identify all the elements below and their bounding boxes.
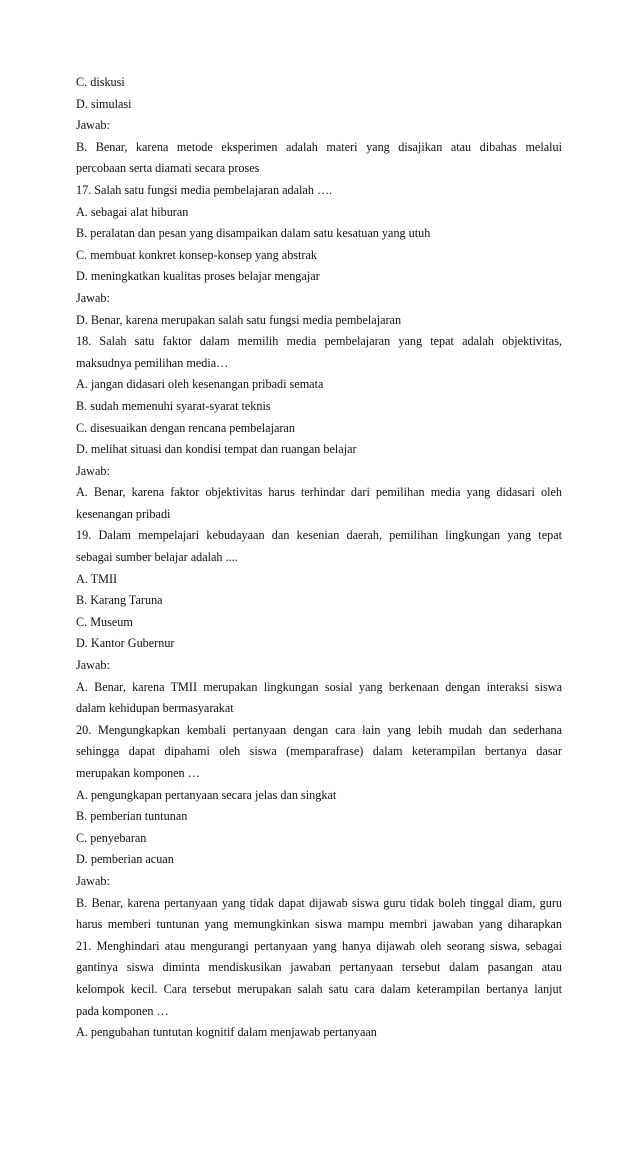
- text-line: C. penyebaran: [76, 830, 147, 845]
- text-line: D. Benar, karena merupakan salah satu fungsi media pembelajaran: [76, 312, 402, 327]
- document-body: [76, 72, 562, 1044]
- text-line: D. meningkatkan kualitas proses belajar mengajar: [76, 269, 320, 284]
- text-line: A. pengungkapan pertanyaan secara jelas dan singkat: [76, 787, 337, 802]
- text-line: D. melihat situasi dan kondisi tempat dan ruangan belajar: [76, 442, 357, 457]
- text-line: A. pengubahan tuntutan kognitif dalam menjawab pertanyaan: [76, 1025, 377, 1040]
- text-line: 19. Dalam mempelajari kebudayaan dan kesenian daerah, pemilihan lingkungan yang tepat: [76, 528, 562, 543]
- text-line: C. Museum: [76, 614, 133, 629]
- text-line: pada komponen …: [76, 1003, 169, 1018]
- text-line: sebagai sumber belajar adalah ....: [76, 550, 238, 565]
- text-line: C. membuat konkret konsep-konsep yang abstrak: [76, 247, 317, 262]
- text-line: A. TMII: [76, 571, 118, 586]
- text-line: Jawab:: [76, 658, 110, 673]
- text-line: B. peralatan dan pesan yang disampaikan dalam satu kesatuan yang utuh: [76, 226, 431, 241]
- text-line: B. sudah memenuhi syarat-syarat teknis: [76, 398, 271, 413]
- text-line: A. Benar, karena TMII merupakan lingkungan sosial yang berkenaan dengan interaksi siswa: [76, 679, 562, 694]
- text-line: gantinya siswa diminta mendiskusikan jawaban pertanyaan tersebut dalam pasangan atau: [76, 960, 562, 975]
- text-line: C. disesuaikan dengan rencana pembelajaran: [76, 420, 295, 435]
- text-line: B. Karang Taruna: [76, 593, 163, 608]
- text-line: A. sebagai alat hiburan: [76, 204, 189, 219]
- text-line: merupakan komponen …: [76, 766, 200, 780]
- text-line: sehingga dapat dipahami oleh siswa (memparafrase) dalam keterampilan bertanya dasar: [76, 744, 562, 759]
- text-line: 18. Salah satu faktor dalam memilih media pembelajaran yang tepat adalah objektivitas,: [76, 334, 562, 349]
- text-line: percobaan serta diamati secara proses: [76, 161, 260, 176]
- text-line: 20. Mengungkapkan kembali pertanyaan dengan cara lain yang lebih mudah dan sederhana: [76, 722, 562, 737]
- text-line: dalam kehidupan bermasyarakat: [76, 701, 234, 716]
- text-line: 21. Menghindari atau mengurangi pertanyaan yang hanya dijawab oleh seorang siswa, sebagai: [76, 938, 562, 953]
- text-line: harus memberi tuntunan yang memungkinkan siswa mampu membri jawaban yang diharapkan: [76, 917, 562, 932]
- text-line: maksudnya pemilihan media…: [76, 355, 229, 370]
- text-line: D. simulasi: [76, 96, 132, 111]
- text-line: kelompok kecil. Cara tersebut merupakan salah satu cara dalam keterampilan bertanya lanjut: [76, 981, 562, 996]
- text-line: A. Benar, karena faktor objektivitas harus terhindar dari pemilihan media yang didasari oleh: [76, 485, 562, 500]
- text-line: B. Benar, karena metode eksperimen adalah materi yang disajikan atau dibahas melalui: [76, 139, 562, 154]
- text-line: Jawab:: [76, 873, 110, 888]
- text-line: B. pemberian tuntunan: [76, 809, 188, 824]
- text-line: D. pemberian acuan: [76, 852, 174, 867]
- text-line: Jawab:: [76, 118, 110, 133]
- text-line: kesenangan pribadi: [76, 506, 171, 521]
- text-line: C. diskusi: [76, 75, 125, 89]
- text-line: D. Kantor Gubernur: [76, 636, 175, 651]
- text-line: B. Benar, karena pertanyaan yang tidak dapat dijawab siswa guru tidak boleh tinggal diam, guru: [76, 895, 562, 910]
- text-line: 17. Salah satu fungsi media pembelajaran adalah ….: [76, 182, 333, 197]
- text-line: A. jangan didasari oleh kesenangan pribadi semata: [76, 377, 324, 392]
- text-line: Jawab:: [76, 290, 110, 305]
- text-line: Jawab:: [76, 463, 110, 478]
